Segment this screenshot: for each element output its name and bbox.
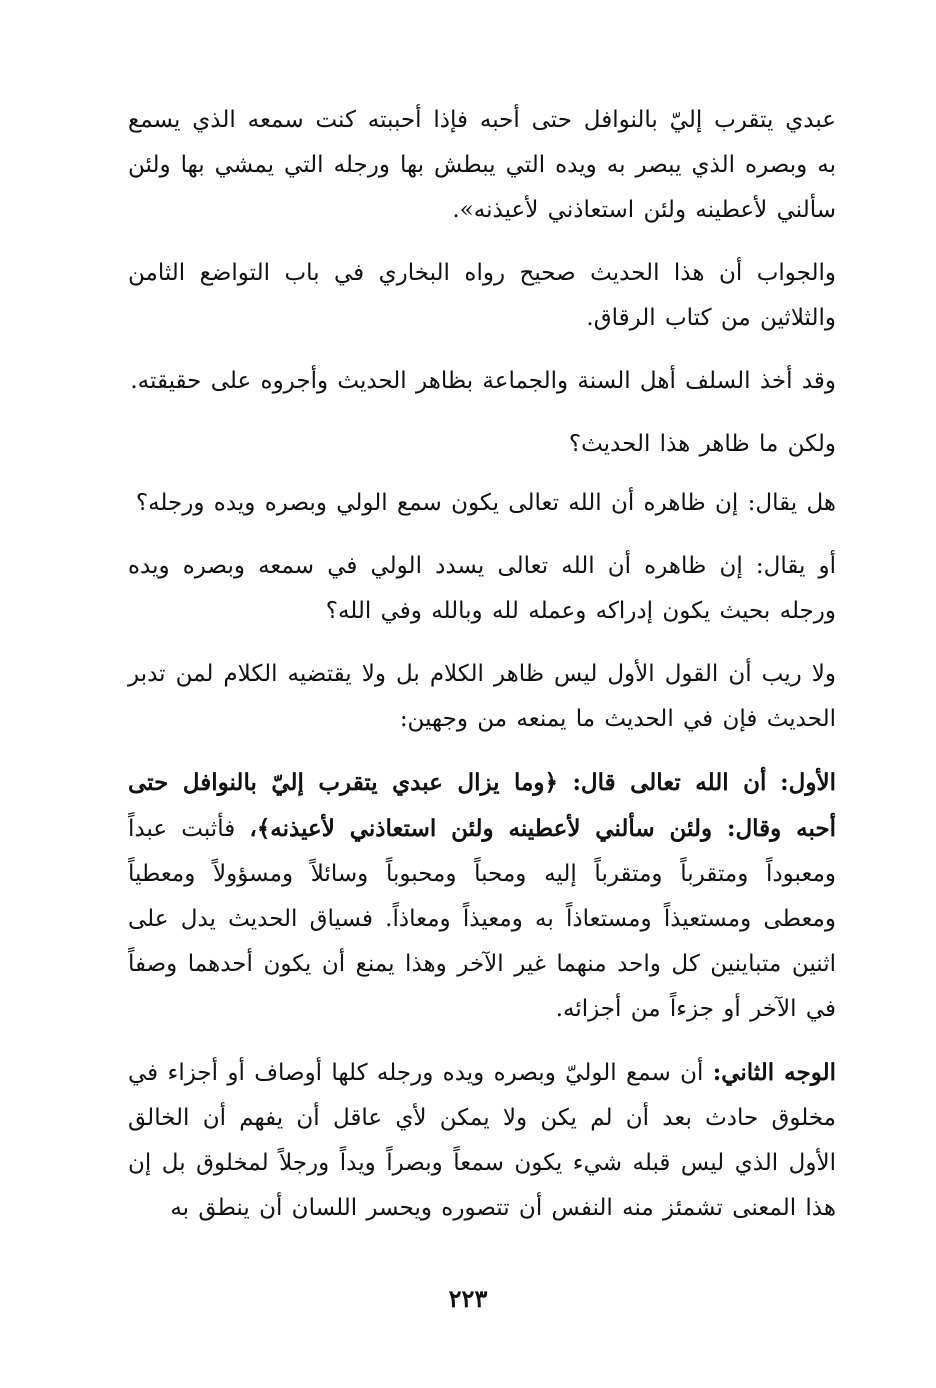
paragraph-text: وقد أخذ السلف أهل السنة والجماعة بظاهر الحديث وأجروه على حقيقته. <box>130 368 836 394</box>
paragraph-second-option <box>128 544 836 634</box>
paragraph-text: ولا ريب أن القول الأول ليس ظاهر الكلام بل ولا يقتضيه الكلام لمن تدبر الحديث فإن في الحديث ما يمنعه من وجهين: <box>128 661 836 732</box>
paragraph-salaf <box>128 359 836 404</box>
paragraph-first-option <box>128 481 836 526</box>
paragraph-hadith-ending <box>128 98 836 233</box>
paragraph-text: ولكن ما ظاهر هذا الحديث؟ <box>568 431 836 457</box>
paragraph-first-aspect <box>128 760 836 1032</box>
paragraph-no-doubt <box>128 652 836 742</box>
paragraph-answer <box>128 251 836 341</box>
paragraph-text: عبدي يتقرب إليّ بالنوافل حتى أحبه فإذا أحببته كنت سمعه الذي يسمع به وبصره الذي يبصر به ويده التي يبطش بها ورجله التي يمشي بها ولئن سألني لأعطينه ولئن استعاذني لأعيذنه». <box>128 107 836 223</box>
section-lead: الأول: <box>780 769 836 796</box>
paragraph-text: أن سمع الوليّ وبصره ويده ورجله كلها أوصاف أو أجزاء في مخلوق حادث بعد أن لم يكن ولا يمكن لأي عاقل أن يفهم أن الخالق الأول الذي ليس قبله شيء يكون سمعاً وبصراً ويداً ورجلاً لمخلوق بل إن هذا المعنى تشمئز منه النفس أن تتصوره ويحسر اللسان أن ينطق به <box>128 1060 836 1221</box>
quoted-hadith: أن الله تعالى قال: ﴿وما يزال عبدي يتقرب إليّ بالنوافل حتى أحبه وقال: ولئن سألني لأعطينه ولئن استعاذني لأعيذنه﴾، <box>128 769 837 842</box>
paragraph-text: أو يقال: إن ظاهره أن الله تعالى يسدد الولي في سمعه وبصره ويده ورجله بحيث يكون إدراكه وعمله لله وبالله وفي الله؟ <box>128 553 836 624</box>
paragraph-text: فأثبت عبداً ومعبوداً ومتقرباً ومتقرباً إليه ومحباً ومحبوباً وسائلاً ومسؤولاً ومعطياً ومعطى ومستعيذاً ومستعاذاً به ومعيذاً ومعاذاً. فسياق الحديث يدل على اثنين متباينين كل واحد منهما غير الآخر وهذا يمنع أن يكون أحدهما وصفاً في الآخر أو جزءاً من أجزائه. <box>128 816 836 1022</box>
paragraph-second-aspect <box>128 1050 836 1231</box>
paragraph-text: هل يقال: إن ظاهره أن الله تعالى يكون سمع الولي وبصره ويده ورجله؟ <box>135 490 836 516</box>
section-lead: الوجه الثاني: <box>712 1059 837 1086</box>
paragraph-question <box>128 422 836 467</box>
page-number: ٢٢٣ <box>448 1284 488 1313</box>
paragraph-text: والجواب أن هذا الحديث صحيح رواه البخاري في باب التواضع الثامن والثلاثين من كتاب الرقاق. <box>128 260 836 331</box>
document-page <box>128 98 836 1258</box>
